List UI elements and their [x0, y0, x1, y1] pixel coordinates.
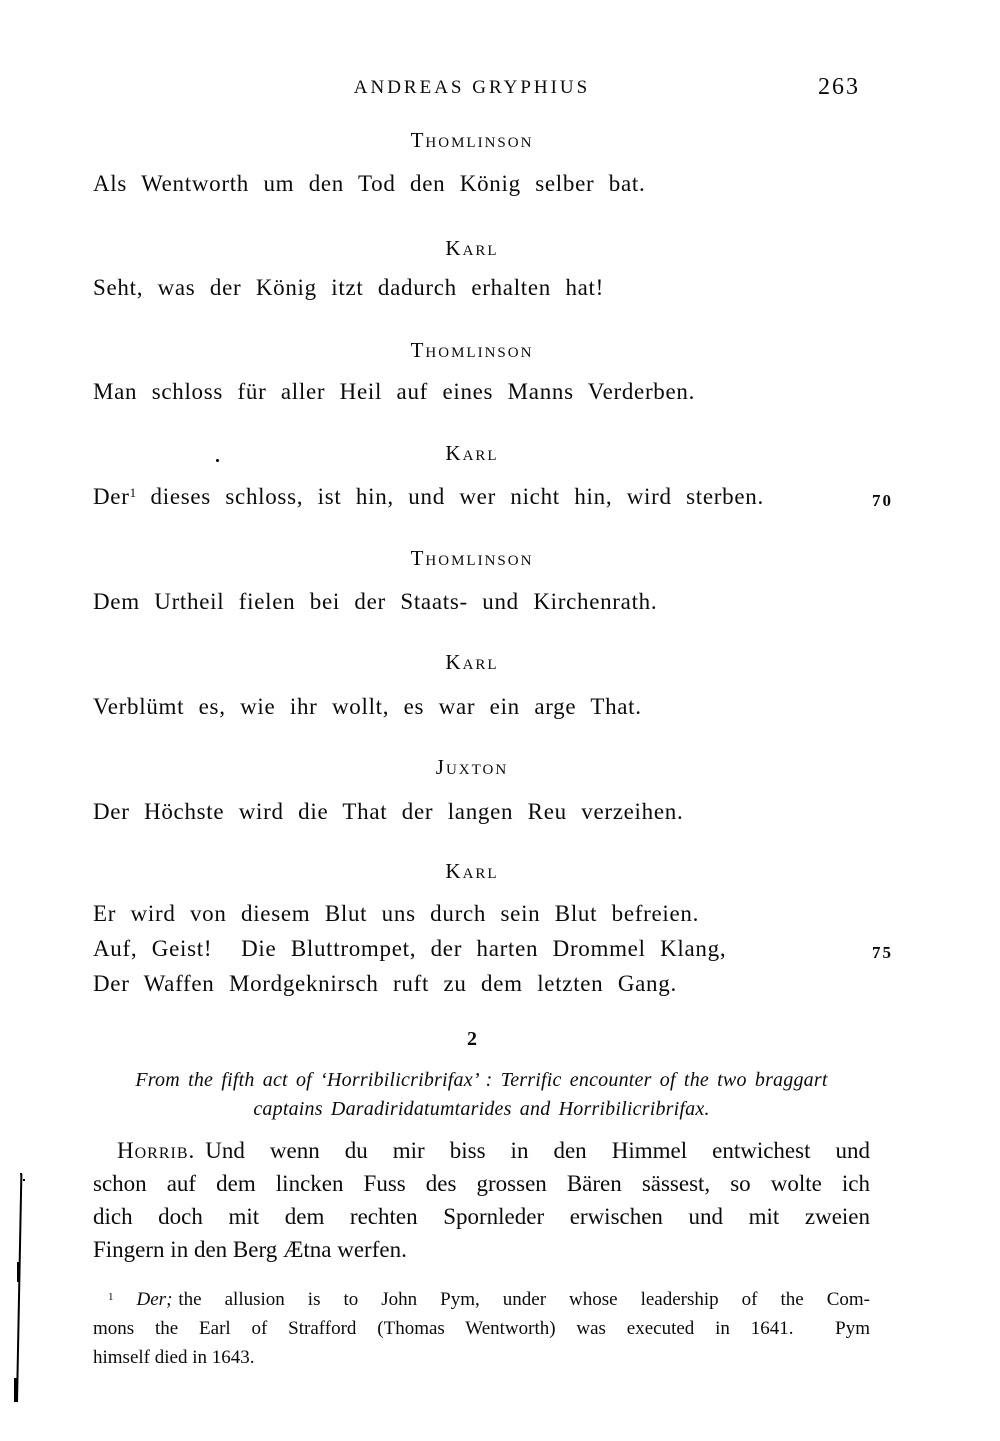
verse-line: Er wird von diesem Blut uns durch sein Blut befreien.	[93, 901, 700, 926]
verse-line	[93, 485, 764, 508]
footnote-line: himself died in 1643.	[93, 1347, 255, 1368]
verse-line-number: 70	[872, 491, 893, 510]
prose-line: schon auf dem lincken Fuss des grossen Bären sässest, so wolte ich	[93, 1171, 870, 1196]
speaker-heading: Thomlinson	[410, 338, 534, 362]
footnote	[93, 1285, 870, 1372]
footnote-ref: 1	[129, 485, 137, 500]
speaker-heading: Thomlinson	[410, 128, 534, 152]
prose-text: Und wenn du mir biss in den Himmel entwichest und	[205, 1138, 870, 1163]
scan-speck	[216, 459, 219, 462]
scan-artifact-line	[16, 1174, 22, 1402]
subtitle-line: From the fifth act of ‘Horribilicribrifax’ : Terrific encounter of the two braggart	[135, 1069, 828, 1091]
footnote-text: the allusion is to John Pym, under whose leadership of the Com-	[178, 1289, 870, 1310]
verse-line: Der Waffen Mordgeknirsch ruft zu dem letzten Gang.	[93, 971, 677, 996]
footnote-line: mons the Earl of Strafford (Thomas Wentworth) was executed in 1641. Pym	[93, 1318, 870, 1339]
prose-speaker: Horrib.	[117, 1138, 196, 1163]
scan-artifact-blob	[17, 1262, 20, 1282]
verse-line: Dem Urtheil fielen bei der Staats- und Kirchenrath.	[93, 589, 658, 614]
verse-line: Auf, Geist! Die Bluttrompet, der harten Drommel Klang,	[93, 936, 727, 961]
verse-line: Seht, was der König itzt dadurch erhalten hat!	[93, 275, 605, 300]
verse-line-number: 75	[872, 943, 893, 962]
prose-line: dich doch mit dem rechten Spornleder erwischen und mit zweien	[93, 1204, 870, 1229]
prose-line: Fingern in den Berg Ætna werfen.	[93, 1237, 407, 1262]
speaker-heading: Juxton	[435, 755, 509, 779]
scan-speck	[20, 1173, 22, 1175]
verse-line: Als Wentworth um den Tod den König selber bat.	[93, 171, 646, 196]
subtitle-line: captains Daradiridatumtarides and Horribilicribrifax.	[253, 1098, 710, 1120]
speaker-heading: Karl	[445, 236, 499, 260]
speaker-heading: Thomlinson	[410, 546, 534, 570]
page-number: 263	[818, 74, 860, 100]
scan-artifact-blob	[14, 1378, 18, 1402]
verse-line: Verblümt es, wie ihr wollt, es war ein arge That.	[93, 694, 642, 719]
running-title: ANDREAS GRYPHIUS	[353, 77, 591, 98]
verse-text: Der	[93, 484, 130, 509]
scan-speck	[23, 1179, 25, 1181]
footnote-term: Der;	[136, 1289, 173, 1310]
prose-paragraph	[93, 1134, 870, 1266]
section-number: 2	[467, 1028, 477, 1050]
verse-text: dieses schloss, ist hin, und wer nicht hin, wird sterben.	[136, 484, 764, 509]
footnote-marker: 1	[108, 1291, 114, 1303]
verse-line: Der Höchste wird die That der langen Reu verzeihen.	[93, 799, 684, 824]
verse-line: Man schloss für aller Heil auf eines Manns Verderben.	[93, 379, 696, 404]
section-subtitle	[93, 1066, 870, 1124]
footnote-line	[93, 1285, 870, 1314]
speaker-heading: Karl	[445, 650, 499, 674]
speaker-heading: Karl	[445, 859, 499, 883]
speaker-heading: Karl	[445, 441, 499, 465]
prose-line	[93, 1134, 870, 1167]
